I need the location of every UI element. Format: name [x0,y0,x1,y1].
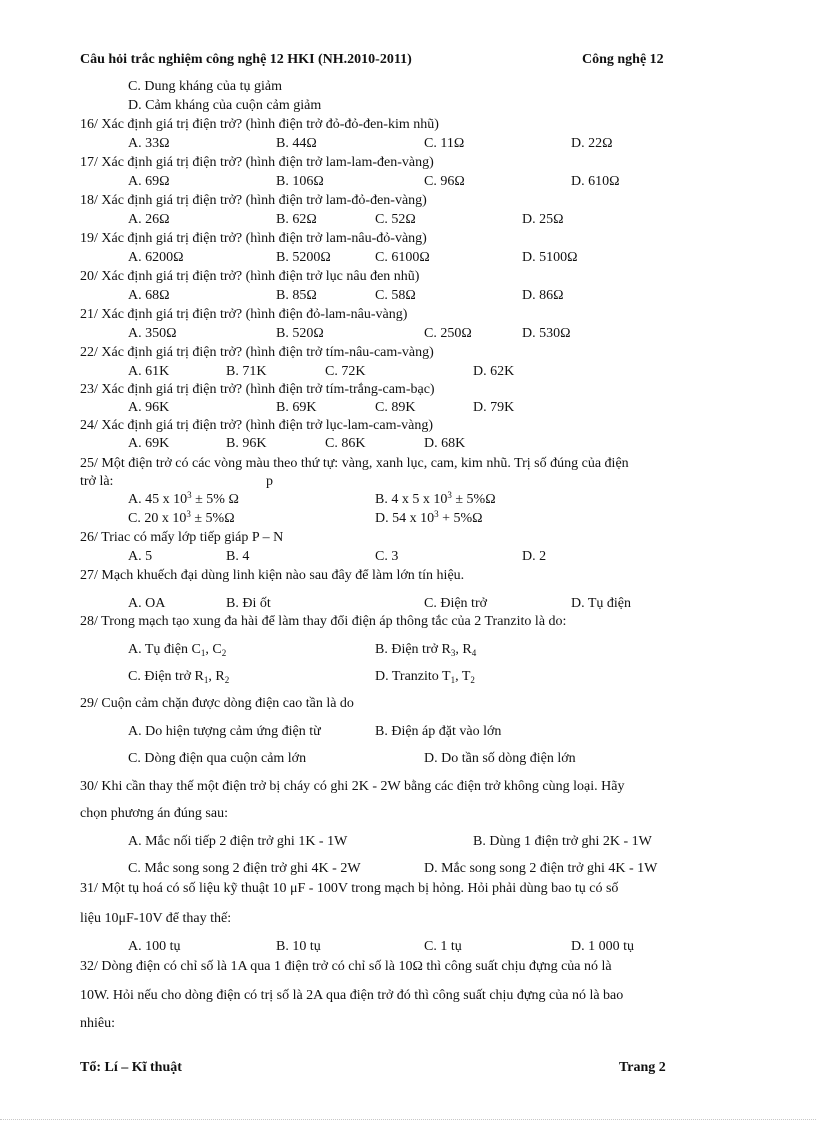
q22-question: 22/ Xác định giá trị điện trở? (hình điện trở tím-nâu-cam-vàng) [80,345,434,360]
q26-option-b: B. 4 [226,549,250,564]
q23-question: 23/ Xác định giá trị điện trở? (hình điện trở tím-trắng-cam-bạc) [80,382,435,397]
q22-option-b: B. 71K [226,364,267,379]
q30-option-a: A. Mắc nối tiếp 2 điện trở ghi 1K - 1W [128,834,348,849]
q29-option-a: A. Do hiện tượng cảm ứng điện từ [128,724,321,739]
q22-option-d: D. 62K [473,364,515,379]
q19-question: 19/ Xác định giá trị điện trở? (hình điện trở lam-nâu-đỏ-vàng) [80,231,427,246]
q32-question-line3: nhiêu: [80,1016,115,1031]
q20-option-d: D. 86Ω [522,288,564,303]
q23-option-d: D. 79K [473,400,515,415]
q25-stray-mark: p [266,474,273,489]
q19-option-d: D. 5100Ω [522,250,578,265]
page-footer-group: Tổ: Lí – Kĩ thuật [80,1060,182,1075]
q18-option-b: B. 62Ω [276,212,317,227]
q27-option-a: A. OA [128,596,166,611]
q23-option-a: A. 96K [128,400,170,415]
q30-option-b: B. Dùng 1 điện trở ghi 2K - 1W [473,834,652,849]
q24-option-b: B. 96K [226,436,267,451]
q31-option-a: A. 100 tụ [128,939,181,954]
q16-option-b: B. 44Ω [276,136,317,151]
q29-option-c: C. Dòng điện qua cuộn cảm lớn [128,751,307,766]
q25-question-line2: trở là: [80,474,114,489]
q28-option-a: A. Tụ điện $C_1$, $C_2$ [128,642,227,658]
q20-question: 20/ Xác định giá trị điện trở? (hình điện trở lục nâu đen nhũ) [80,269,420,284]
q25-question-line1: 25/ Một điện trở có các vòng màu theo thứ tự: vàng, xanh lục, cam, kim nhũ. Trị số đúng của điện [80,456,629,471]
q20-option-a: A. 68Ω [128,288,170,303]
q28-option-c: C. Điện trở $R_1$, $R_2$ [128,669,230,685]
q25-option-c: C. 20 x $10^3 \pm 5\%\Omega$ [128,509,235,526]
q24-option-d: D. 68K [424,436,466,451]
q24-question: 24/ Xác định giá trị điện trở? (hình điện trở lục-lam-cam-vàng) [80,418,434,433]
q25-option-d: D. 54 x $10^3 + 5\%\Omega$ [375,509,483,526]
page-bottom-divider [0,1119,816,1120]
q28-option-b: B. Điện trở $R_3$, $R_4$ [375,642,477,658]
page-header-subject: Công nghệ 12 [582,52,664,67]
page-footer-number: Trang 2 [619,1060,666,1075]
q18-option-a: A. 26Ω [128,212,170,227]
q16-question: 16/ Xác định giá trị điện trở? (hình điện trở đỏ-đỏ-đen-kim nhũ) [80,117,439,132]
q16-option-d: D. 22Ω [571,136,613,151]
q29-question: 29/ Cuộn cảm chặn được dòng điện cao tần là do [80,696,354,711]
q15-option-d: D. Cảm kháng của cuộn cảm giảm [128,98,322,113]
q23-option-c: C. 89K [375,400,416,415]
q28-option-d: D. Tranzito $T_1$, $T_2$ [375,669,475,685]
q21-option-b: B. 520Ω [276,326,324,341]
q19-option-a: A. 6200Ω [128,250,184,265]
q29-option-b: B. Điện áp đặt vào lớn [375,724,502,739]
q29-option-d: D. Do tần số dòng điện lớn [424,751,576,766]
q20-option-b: B. 85Ω [276,288,317,303]
q21-option-c: C. 250Ω [424,326,472,341]
q32-question-line2: 10W. Hỏi nếu cho dòng điện có trị số là 2A qua điện trở đó thì công suất chịu đựng của nó là bao [80,988,624,1003]
q31-option-c: C. 1 tụ [424,939,462,954]
q17-option-b: B. 106Ω [276,174,324,189]
q32-question-line1: 32/ Dòng điện có chỉ số là 1A qua 1 điện trở có chỉ số là 10Ω thì công suất chịu đựng của nó là [80,959,612,974]
q17-option-c: C. 96Ω [424,174,465,189]
q17-question: 17/ Xác định giá trị điện trở? (hình điện trở lam-lam-đen-vàng) [80,155,434,170]
q22-option-c: C. 72K [325,364,366,379]
q26-option-d: D. 2 [522,549,547,564]
q17-option-d: D. 610Ω [571,174,620,189]
q30-option-d: D. Mắc song song 2 điện trở ghi 4K - 1W [424,861,658,876]
q20-option-c: C. 58Ω [375,288,416,303]
q18-option-c: C. 52Ω [375,212,416,227]
q26-option-a: A. 5 [128,549,153,564]
q31-question-line1: 31/ Một tụ hoá có số liệu kỹ thuật 10 μF - 100V trong mạch bị hỏng. Hỏi phải dùng bao tụ có số [80,881,619,896]
q26-option-c: C. 3 [375,549,399,564]
page-header-title: Câu hỏi trắc nghiệm công nghệ 12 HKI (NH.2010-2011) [80,52,412,67]
q31-option-b: B. 10 tụ [276,939,321,954]
q19-option-c: C. 6100Ω [375,250,430,265]
q21-option-d: D. 530Ω [522,326,571,341]
q27-option-b: B. Đi ốt [226,596,271,611]
q30-option-c: C. Mắc song song 2 điện trở ghi 4K - 2W [128,861,361,876]
q19-option-b: B. 5200Ω [276,250,331,265]
q25-option-a: A. 45 x $10^3 \pm 5\%$ Ω [128,490,239,507]
q15-option-c: C. Dung kháng của tụ giảm [128,79,282,94]
q30-question-line2: chọn phương án đúng sau: [80,806,228,821]
q16-option-a: A. 33Ω [128,136,170,151]
q28-question: 28/ Trong mạch tạo xung đa hài để làm thay đổi điện áp thông tắc của 2 Tranzito là do: [80,614,567,629]
q25-option-b: B. 4 x 5 x $10^3 \pm 5\%\Omega$ [375,490,496,507]
q18-option-d: D. 25Ω [522,212,564,227]
q23-option-b: B. 69K [276,400,317,415]
q26-question: 26/ Triac có mấy lớp tiếp giáp P – N [80,530,284,545]
q30-question-line1: 30/ Khi cần thay thế một điện trở bị cháy có ghi 2K - 2W bằng các điện trở không cùng loại. Hãy [80,779,625,794]
q24-option-a: A. 69K [128,436,170,451]
q21-question: 21/ Xác định giá trị điện trở? (hình điện đỏ-lam-nâu-vàng) [80,307,408,322]
q24-option-c: C. 86K [325,436,366,451]
q31-question-line2: liệu 10μF-10V để thay thế: [80,911,232,926]
q27-question: 27/ Mạch khuếch đại dùng linh kiện nào sau đây để làm lớn tín hiệu. [80,568,465,583]
q22-option-a: A. 61K [128,364,170,379]
q18-question: 18/ Xác định giá trị điện trở? (hình điện trở lam-đỏ-đen-vàng) [80,193,427,208]
q27-option-c: C. Điện trở [424,596,488,611]
q31-option-d: D. 1 000 tụ [571,939,634,954]
q27-option-d: D. Tụ điện [571,596,632,611]
q17-option-a: A. 69Ω [128,174,170,189]
q21-option-a: A. 350Ω [128,326,177,341]
q16-option-c: C. 11Ω [424,136,465,151]
